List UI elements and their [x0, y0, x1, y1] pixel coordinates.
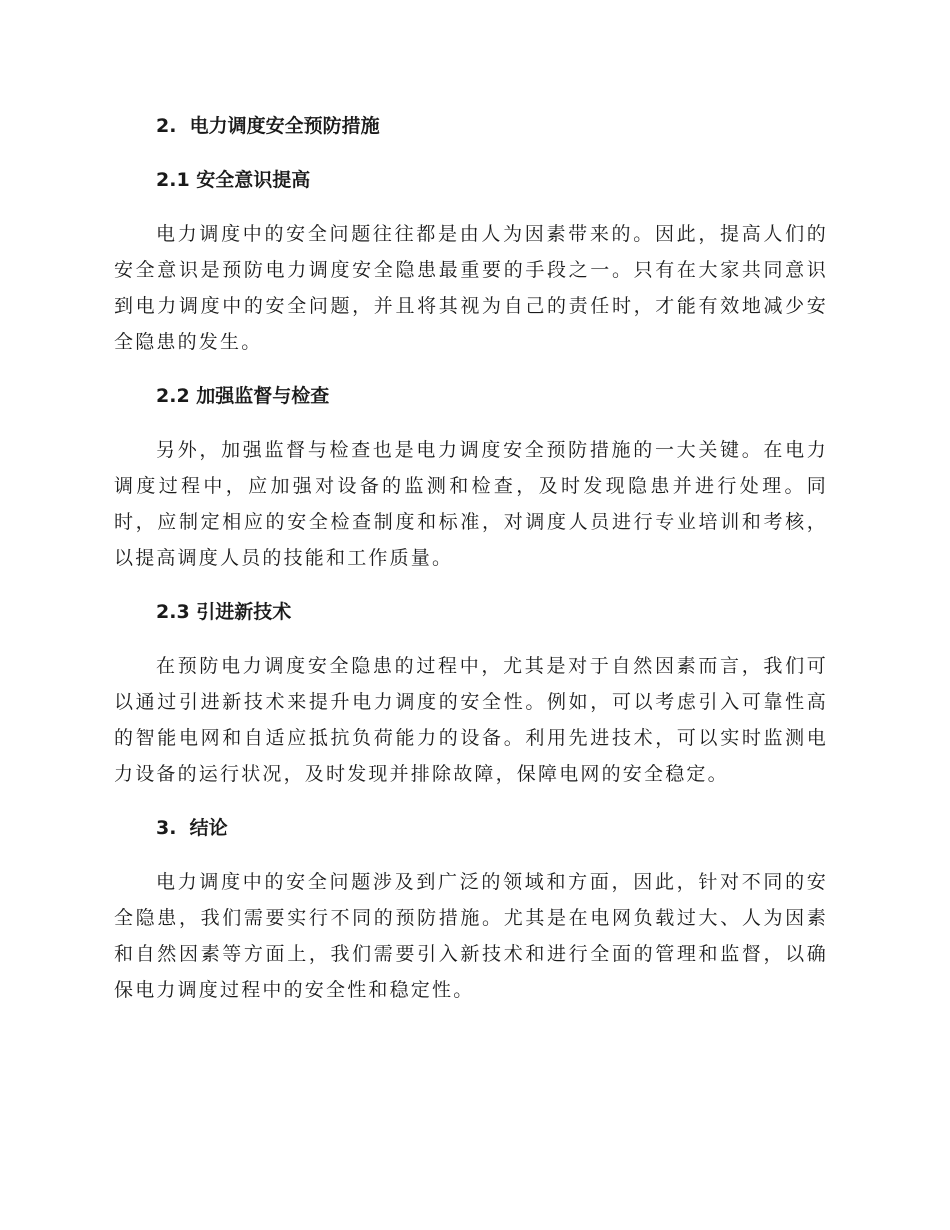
- subsection-heading: 2.1 安全意识提高: [156, 169, 311, 191]
- body-paragraph: 另外，加强监督与检查也是电力调度安全预防措施的一大关键。在电力调度过程中，应加强对设备的监测和检查，及时发现隐患并进行处理。同时，应制定相应的安全检查制度和标准，对调度人员进行专业培训和考核，以提高调度人员的技能和工作质量。: [114, 439, 828, 569]
- subsection-heading: 2.3 引进新技术: [156, 601, 292, 623]
- body-paragraph: 在预防电力调度安全隐患的过程中，尤其是对于自然因素而言，我们可以通过引进新技术来提升电力调度的安全性。例如，可以考虑引入可靠性高的智能电网和自适应抵抗负荷能力的设备。利用先进技术，可以实时监测电力设备的运行状况，及时发现并排除故障，保障电网的安全稳定。: [114, 655, 828, 785]
- subsection-heading: 2.2 加强监督与检查: [156, 385, 330, 407]
- section-heading: 2. 电力调度安全预防措施: [156, 115, 380, 137]
- body-paragraph: 电力调度中的安全问题涉及到广泛的领域和方面，因此，针对不同的安全隐患，我们需要实行不同的预防措施。尤其是在电网负载过大、人为因素和自然因素等方面上，我们需要引入新技术和进行全面的管理和监督，以确保电力调度过程中的安全性和稳定性。: [114, 871, 828, 1001]
- section-heading: 3. 结论: [156, 817, 228, 839]
- document-page: [114, 108, 828, 1008]
- body-paragraph: 电力调度中的安全问题往往都是由人为因素带来的。因此，提高人们的安全意识是预防电力调度安全隐患最重要的手段之一。只有在大家共同意识到电力调度中的安全问题，并且将其视为自己的责任时，才能有效地减少安全隐患的发生。: [114, 223, 828, 353]
